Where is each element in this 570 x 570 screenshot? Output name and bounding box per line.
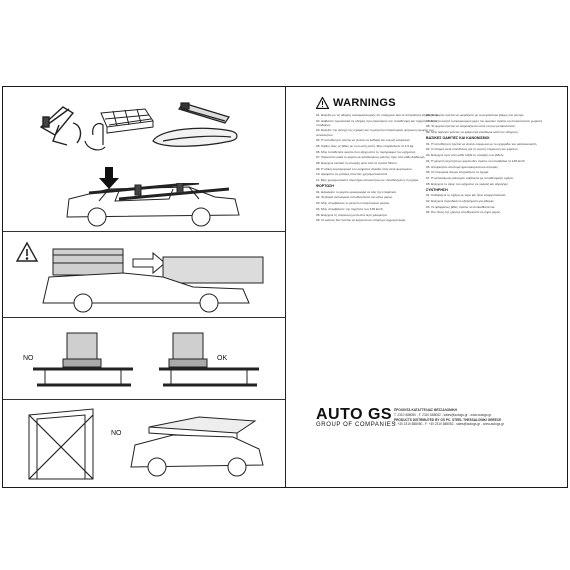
warning-item: 04. Η τοποθέτηση πρέπει να γίνεται σε καθαρή και στεγνή επιφάνεια. <box>316 138 411 143</box>
car-with-roof-bars-illustration <box>49 183 249 231</box>
contact-line: ΠΡΟΙΟΝΤΑ ΚΑΤΑΓΓΕΛΙΑΣ ΘΕΣΣΑΛΟΝΙΚΗ <box>394 408 457 412</box>
warning-item: 08. Ελέγχετε το ύψος του οχήματος σε γκαράζ και σήραγγες. <box>426 181 509 186</box>
instruction-sheet <box>2 86 568 488</box>
warning-item: 02. Διαβάστε προσεκτικά τις οδηγίες πριν ξεκινήσετε την τοποθέτηση και τηρήστε όλες τις υποδείξεις. <box>316 118 438 127</box>
contact-line: T. +30 2310 688050 - F. +30 2310 688052 - sales@autogs.gr - www.autogs.gr <box>394 422 504 427</box>
section-heading: ΦΟΡΤΩΣΗ <box>316 184 334 189</box>
warning-item: 06. Οι ιμάντες δεν πρέπει να έρχονται σε επαφή με αιχμηρά άκρα. <box>316 218 407 223</box>
warning-item: 11. Μην χρησιμοποιείτε πλυντήριο αυτοκινήτων με τοποθετημένη τη σχάρα. <box>316 178 419 183</box>
warning-item: 01. Διανείμετε το φορτίο ομοιόμορφα σε όλη την επιφάνεια. <box>316 189 397 194</box>
warning-item: 05. Σφίξτε όλες τις βίδες με τη σωστή ροπή. Μην υπερβαίνετε τα 1,5 kg. <box>316 143 415 148</box>
company-logo <box>316 407 396 429</box>
warning-item: 01. Η τοποθέτηση πρέπει να γίνεται σύμφωνα με το εγχειρίδιο του κατασκευαστή. <box>426 141 538 146</box>
warning-item: 08. Το φορτίο πρέπει να μοιράζεται με το μεγαλύτερο βάρος στο κέντρο. <box>426 113 525 117</box>
warning-item: 03. Ελέγξτε την αντοχή της σχάρας και τη μέγιστη επιτρεπόμενη φόρτωση οροφής του αυτοκινήτου. <box>316 128 434 137</box>
warnings-panel <box>286 87 567 487</box>
warning-item: 10. Αφαιρείτε τις μπάρες όταν δεν χρησιμοποιούνται. <box>316 172 388 177</box>
contact-block <box>394 408 554 427</box>
section-heading: ΒΑΣΙΚΕΣ ΟΔΗΓΙΕΣ ΚΑΙ ΚΑΝΟΝΙΣΜΟΙ <box>426 136 490 141</box>
warning-item: 08. Τα φορτία πρέπει να ασφαλίζονται ώστε να μην μετακινούνται. <box>426 124 516 129</box>
warning-item: 06. Μην τοποθετείτε φορτίο που εξέχει από το περίγραμμα του οχήματος. <box>316 149 417 154</box>
handle-icon <box>85 123 105 149</box>
warning-item: 03. Ελέγχετε πριν από κάθε ταξίδι τη σύσφιξη των βιδών. <box>426 153 505 158</box>
warnings-column-left <box>316 113 442 224</box>
garage-height-illustration <box>23 405 273 483</box>
warnings-title: WARNINGS <box>333 97 396 109</box>
warning-item: 01. Καθαρίζετε τη σχάρα με νερό και ήπιο απορρυπαντικό. <box>426 193 507 198</box>
roof-box-icon <box>153 128 237 146</box>
warning-triangle-icon <box>316 97 329 109</box>
no-label-garage: NO <box>111 430 122 437</box>
warning-item: 05. Ελέγχετε τη στερέωση μετά από λίγα χιλιόμετρα. <box>316 212 388 217</box>
separator-line <box>3 231 285 232</box>
loaded-roof-illustration <box>13 237 275 317</box>
warnings-column-right <box>426 113 552 216</box>
warning-item: 06. Οι πλευρικοί άνεμοι επηρεάζουν το όχημα. <box>426 170 490 175</box>
separator-line <box>3 399 285 400</box>
logo-name: AUTO GS <box>316 406 393 423</box>
warning-item: 04. Μην υπερβαίνετε την ταχύτητα των 130 km/h. <box>316 206 384 211</box>
warning-item: 09. Η οδική συμπεριφορά του οχήματος αλλάζει όταν είναι φορτωμένο. <box>316 166 413 171</box>
illustration-panel <box>3 87 285 487</box>
bike-carrier-icon <box>41 107 80 145</box>
logo-tagline: GROUP OF COMPANIES <box>316 422 396 428</box>
accessories-illustration <box>33 95 253 155</box>
warning-item: 03. Οι φθαρμένες βίδες πρέπει να αντικαθίστανται. <box>426 204 496 209</box>
warning-item: 07. Όλα τα κινητά ή αφαιρούμενα μέρη του φορτίου πρέπει να στερεώνονται χωριστά. <box>426 118 543 123</box>
ok-label: OK <box>217 355 228 362</box>
no-label: NO <box>23 355 34 362</box>
warning-item: 02. Τα βαριά αντικείμενα τοποθετούνται στο κάτω μέρος. <box>316 195 394 200</box>
warning-item: 02. Ελέγχετε περιοδικά τα εξαρτήματα για φθορές. <box>426 198 495 203</box>
contact-line: T. 2310 688050 - F. 2310 688052 - sales@autogs.gr - www.autogs.gr <box>394 412 492 417</box>
warning-item: 01. Ελέγξτε με τις οδηγίες συναρμολόγησης ότι υπάρχουν όλα τα απαραίτητα εξαρτήματα. <box>316 113 439 117</box>
bar-load-comparison-illustration <box>23 323 273 397</box>
contact-line: PRODUCTS DISTRIBUTED BY GS PC. STEEL THESSALONIKI GREECE <box>394 417 502 422</box>
warning-item: 05. Αποφεύγετε απότομα φρεναρίσματα και στροφές. <box>426 164 499 169</box>
roof-basket-icon <box>101 109 153 133</box>
warning-item: 04. Η μέγιστη ταχύτητα με φορτίο δεν πρέπει να υπερβαίνει τα 130 km/h. <box>426 158 526 163</box>
warning-item: 02. Ο οδηγός είναι υπεύθυνος για τη σωστή στερέωση του φορτίου. <box>426 147 519 152</box>
warning-item: 07. Στερεώστε καλά το φορτίο με κατάλληλους ιμάντες πριν από κάθε διαδρομή. <box>316 155 426 160</box>
warning-item: 04. Στο τέλος της χρήσης αποθηκεύστε σε ξηρό μέρος. <box>426 210 501 215</box>
warning-item: 09. Μην αφήνετε ιμάντες να κρέμονται ελεύθεροι κατά την οδήγηση. <box>426 130 519 135</box>
warning-item: 03. Μην υπερβαίνετε το μέγιστο επιτρεπόμενο φορτίο. <box>316 201 390 206</box>
warning-item: 08. Ελέγχετε τακτικά τη σύσφιξη μετά από τα πρώτα 50 km. <box>316 161 398 165</box>
warnings-header <box>316 97 396 109</box>
warning-item: 07. Η κατανάλωση καυσίμου αυξάνεται με τοποθετημένη σχάρα. <box>426 175 514 180</box>
separator-line <box>3 317 285 318</box>
ski-carrier-icon <box>179 103 229 123</box>
section-heading: ΣΥΝΤΗΡΗΣΗ <box>426 187 448 192</box>
